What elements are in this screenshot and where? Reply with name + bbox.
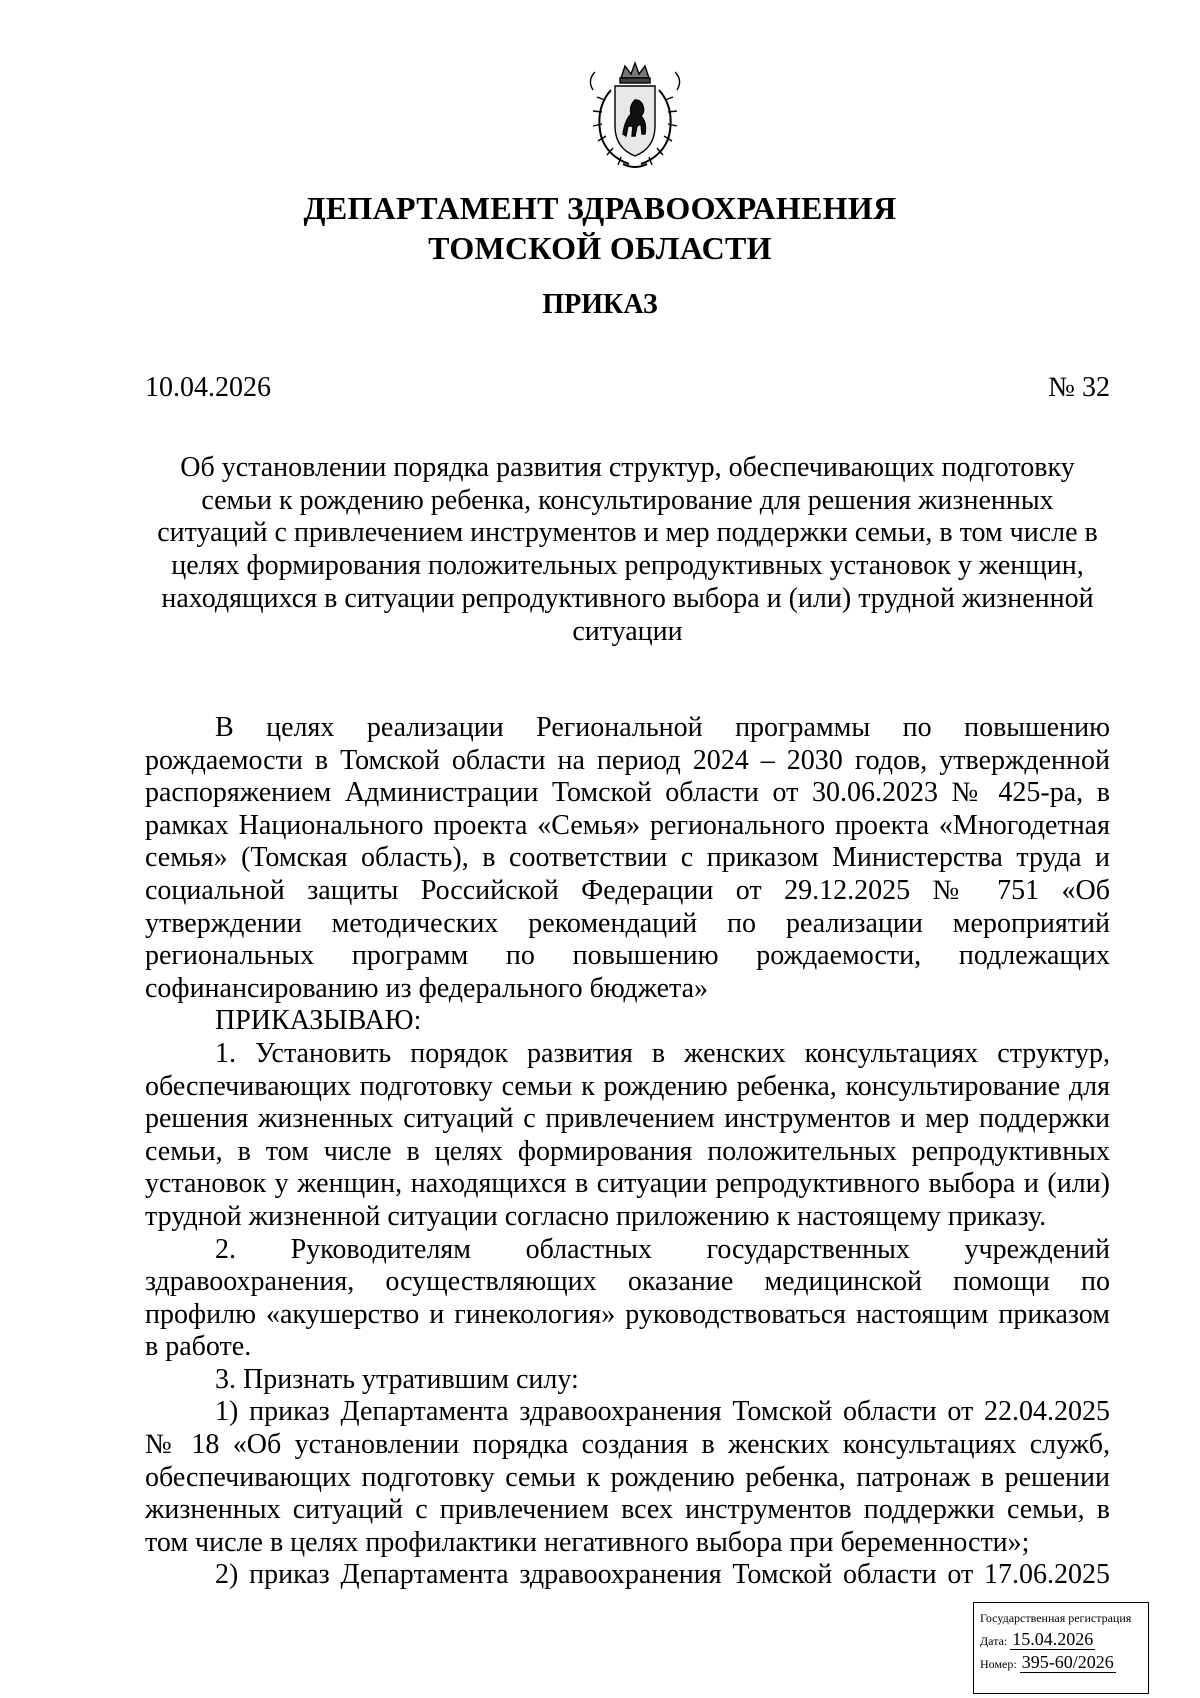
body-line: 3. Признать утратившим силу: [215,1363,579,1395]
registration-stamp [973,1602,1149,1694]
body-line: том числе в целях профилактики негативного выбора при беременности»; [145,1526,1030,1558]
body-line: установок у женщин, находящихся в ситуации репродуктивного выбора и (или) [145,1168,1110,1200]
subject-line: находящихся в ситуации репродуктивного выбора и (или) трудной жизненной [161,582,1094,614]
registration-title: Государственная регистрация [980,1611,1132,1625]
subject-line: целях формирования положительных репродуктивных установок у женщин, [171,550,1084,582]
body-line: жизненных ситуаций с привлечением всех инструментов поддержки семьи, в [145,1494,1110,1526]
body-line: обеспечивающих подготовку семьи к рождению ребенка, патронаж в решении [145,1461,1110,1493]
body-line: региональных программ по повышению рождаемости, подлежащих [145,940,1110,972]
body-line: трудной жизненной ситуации согласно приложению к настоящему приказу. [145,1200,1047,1232]
order-date: 10.04.2026 [145,372,271,403]
registration-number-label: Номер: [980,1657,1017,1671]
body-line: распоряжением Администрации Томской области от 30.06.2023 № 425-ра, в [145,777,1110,809]
body-line: № 18 «Об установлении порядка создания в женских консультациях служб, [145,1429,1110,1461]
subject-line: ситуации [572,615,683,647]
body-line: рождаемости в Томской области на период 2024 – 2030 годов, утвержденной [145,744,1110,776]
body-line: В целях реализации Региональной программы по повышению [215,712,1110,743]
body-line: решения жизненных ситуаций с привлечением инструментов и мер поддержки [145,1103,1110,1135]
subject-line: семьи к рождению ребенка, консультирование для решения жизненных [201,484,1054,516]
registration-date-label: Дата: [980,1634,1008,1648]
department-name-line1: ДЕПАРТАМЕНТ ЗДРАВООХРАНЕНИЯ [303,190,897,226]
subject-line: Об установлении порядка развития структур, обеспечивающих подготовку [180,452,1075,483]
body-line: обеспечивающих подготовку семьи к рождению ребенка, консультирование для [145,1070,1110,1102]
department-name-line2: ТОМСКОЙ ОБЛАСТИ [428,230,772,266]
order-body [145,712,1110,1592]
body-line: социальной защиты Российской Федерации от 29.12.2025 № 751 «Об [145,874,1110,906]
body-line: софинансированию из федерального бюджета» [145,972,709,1004]
body-line: профилю «акушерство и гинекология» руководствоваться настоящим приказом [145,1298,1110,1330]
subject-line: ситуаций с привлечением инструментов и мер поддержки семьи, в том числе в [157,517,1098,549]
body-line: 2) приказ Департамента здравоохранения Томской области от 17.06.2025 [215,1559,1110,1591]
registration-number-value: 395-60/2026 [1021,1652,1114,1672]
order-subject [145,452,1110,648]
body-line: 2. Руководителям областных государственных учреждений [215,1233,1110,1265]
body-line: семьи, в том числе в целях формирования положительных репродуктивных [145,1135,1110,1167]
body-line: в работе. [145,1331,252,1363]
body-line: утверждении методических рекомендаций по реализации мероприятий [145,907,1110,939]
body-line: 1. Установить порядок развития в женских консультациях структур, [215,1037,1110,1069]
body-line-decree: ПРИКАЗЫВАЮ: [215,1005,422,1037]
body-line: здравоохранения, осуществляющих оказание медицинской помощи по [145,1266,1110,1298]
tomsk-coat-of-arms-icon [565,60,705,180]
document-type-heading: ПРИКАЗ [542,289,658,320]
body-line: семья» (Томская область), в соответствии с приказом Министерства труда и [145,842,1110,874]
body-line: 1) приказ Департамента здравоохранения Томской области от 22.04.2025 [215,1396,1110,1428]
order-number: № 32 [1048,372,1110,403]
registration-date-value: 15.04.2026 [1012,1629,1094,1649]
body-line: рамках Национального проекта «Семья» регионального проекта «Многодетная [145,809,1110,841]
